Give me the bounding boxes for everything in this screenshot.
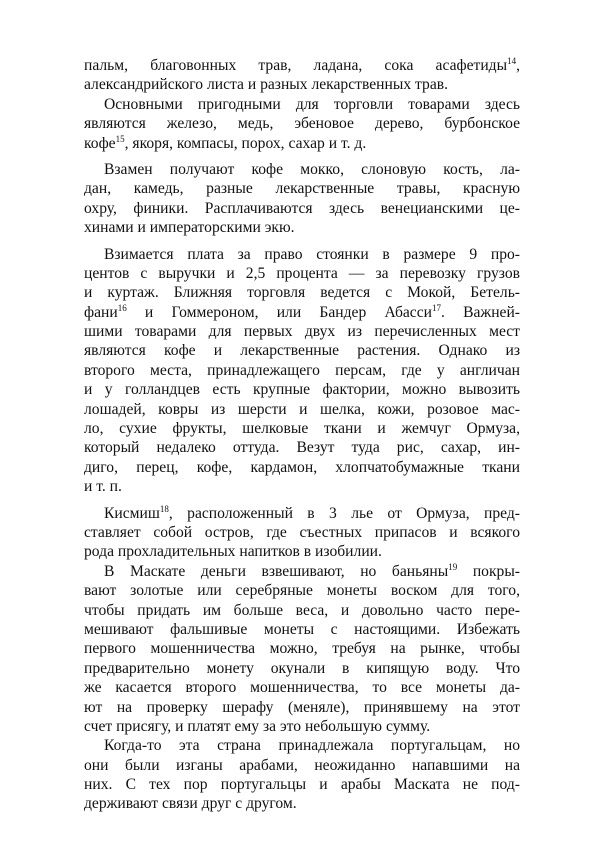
paragraph — [84, 160, 520, 238]
text-line: являются железо, медь, эбеновое дерево, бурбонское — [84, 115, 520, 133]
text-line: являются кофе и лекарственные растения. Однако из — [84, 342, 520, 360]
text-line: рода прохладительных напитков в изобилии. — [84, 543, 382, 561]
page-text — [84, 56, 520, 814]
paragraph — [84, 562, 520, 737]
text-line: первого мошенничества можно, требуя на рынке, чтобы — [84, 640, 520, 658]
text-line: хинами и императорскими экю. — [84, 219, 295, 237]
paragraph — [84, 504, 520, 562]
text-line: же касается второго мошенничества, то все монеты да- — [84, 679, 520, 697]
text-line: и т. п. — [84, 478, 122, 496]
text-line: и куртаж. Ближняя торговля ведется с Мокой, Бетель- — [84, 284, 520, 302]
text-line: Взамен получают кофе мокко, слоновую кость, ла- — [104, 160, 520, 178]
text-line: и у голландцев есть крупные фактории, можно вывозить — [84, 381, 520, 399]
text-line: фани$^{16}$ и Гоммероном, или Бандер Абасси$^{17}$. Важней- — [84, 302, 520, 321]
text-line: ют на проверку шерафу (меняле), принявшему на этот — [84, 698, 520, 716]
text-line: они были изганы арабами, неожиданно напавшими на — [84, 756, 520, 774]
text-line: вают золотые или серебряные монеты воском для того, — [84, 582, 520, 600]
text-line: ло, сухие фрукты, шелковые ткани и жемчуг Ормуза, — [84, 420, 520, 438]
text-line: Основными пригодными для торговли товарами здесь — [104, 95, 520, 113]
text-line: них. С тех пор португальцы и арабы Маската не под- — [84, 776, 520, 794]
text-line: шими товарами для первых двух из перечисленных мест — [84, 323, 520, 341]
text-line: предварительно монету окунали в кипящую воду. Что — [84, 659, 520, 677]
footnote-ref: 15 — [115, 133, 125, 144]
footnote-ref: 19 — [448, 561, 458, 572]
text-line: второго места, принадлежащего персам, где у англичан — [84, 361, 520, 379]
paragraph — [84, 95, 520, 153]
text-line: лошадей, ковры из шерсти и шелка, кожи, розовое мас- — [84, 400, 520, 418]
text-line: держивают связи друг с другом. — [84, 795, 297, 813]
text-line: В Маскате деньги взвешивают, но баньяны$^{19}$ покры- — [104, 561, 520, 580]
paragraph — [84, 56, 520, 95]
text-line: счет присягу, и платят ему за это небольшую сумму. — [84, 717, 431, 735]
footnote-ref: 18 — [159, 503, 169, 514]
text-line: кофе$^{15}$, якоря, компасы, порох, сахар и т. д. — [84, 133, 367, 152]
text-line: Кисмиш$^{18}$, расположенный в 3 лье от Ормуза, пред- — [104, 503, 520, 522]
text-line: мешивают фальшивые монеты с настоящими. Избежать — [84, 620, 520, 638]
text-line: Взимается плата за право стоянки в размере 9 про- — [104, 245, 520, 263]
text-line: Когда-то эта страна принадлежала португальцам, но — [104, 737, 520, 755]
footnote-ref: 14 — [507, 55, 517, 66]
paragraph — [84, 736, 520, 814]
text-line: александрийского листа и разных лекарственных трав. — [84, 76, 449, 94]
text-line: чтобы придать им больше веса, и довольно часто пере- — [84, 601, 520, 619]
paragraph — [84, 245, 520, 497]
text-line: который недалеко оттуда. Везут туда рис, сахар, ин- — [84, 439, 520, 457]
text-line: дан, камедь, разные лекарственные травы, красную — [84, 180, 520, 198]
footnote-ref: 16 — [117, 302, 127, 313]
text-line: ставляет собой остров, где съестных припасов и всякого — [84, 523, 520, 541]
text-line: центов с выручки и 2,5 процента — за перевозку грузов — [84, 264, 520, 282]
text-line: пальм, благовонных трав, ладана, сока асафетиды$^{14}$, — [84, 55, 520, 74]
text-line: диго, перец, кофе, кардамон, хлопчатобумажные ткани — [84, 458, 520, 476]
text-line: охру, финики. Расплачиваются здесь венецианскими це- — [84, 199, 520, 217]
footnote-ref: 17 — [431, 302, 441, 313]
